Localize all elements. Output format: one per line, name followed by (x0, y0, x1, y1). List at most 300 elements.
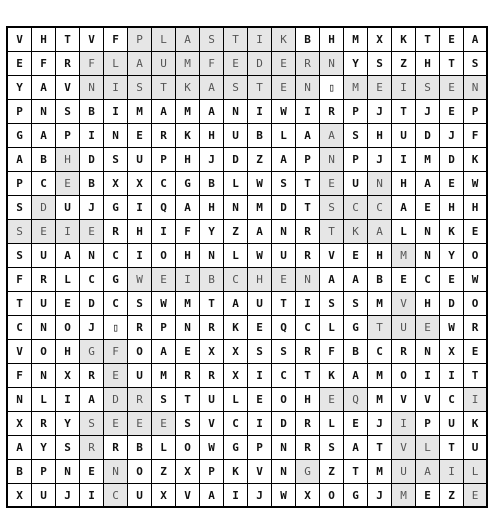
grid-cell[interactable]: P (416, 412, 440, 436)
grid-cell[interactable]: D (224, 148, 248, 172)
grid-cell[interactable]: N (104, 124, 128, 148)
grid-cell[interactable]: H (368, 124, 392, 148)
grid-cell[interactable]: A (416, 460, 440, 484)
grid-cell[interactable]: S (272, 340, 296, 364)
grid-cell[interactable]: U (248, 292, 272, 316)
grid-cell[interactable]: R (296, 340, 320, 364)
grid-cell[interactable]: J (200, 148, 224, 172)
grid-cell[interactable]: S (152, 388, 176, 412)
grid-cell[interactable]: U (128, 148, 152, 172)
grid-cell[interactable]: M (176, 292, 200, 316)
grid-cell[interactable]: W (248, 244, 272, 268)
grid-cell[interactable]: E (344, 244, 368, 268)
grid-cell[interactable]: A (152, 340, 176, 364)
grid-cell[interactable]: X (200, 340, 224, 364)
grid-cell[interactable]: N (104, 460, 128, 484)
grid-cell[interactable]: Y (56, 412, 80, 436)
grid-cell[interactable]: N (416, 220, 440, 244)
grid-cell[interactable]: R (128, 388, 152, 412)
grid-cell[interactable]: T (464, 364, 488, 388)
grid-cell[interactable]: ▯ (104, 316, 128, 340)
grid-cell[interactable]: I (104, 76, 128, 100)
grid-cell[interactable]: O (464, 292, 488, 316)
grid-cell[interactable]: T (176, 388, 200, 412)
grid-cell[interactable]: D (440, 292, 464, 316)
grid-cell[interactable]: G (104, 196, 128, 220)
grid-cell[interactable]: Z (440, 484, 464, 508)
grid-cell[interactable]: L (416, 436, 440, 460)
grid-cell[interactable]: P (344, 148, 368, 172)
grid-cell[interactable]: S (56, 436, 80, 460)
grid-cell[interactable]: ▯ (320, 76, 344, 100)
grid-cell[interactable]: I (416, 364, 440, 388)
grid-cell[interactable]: H (296, 388, 320, 412)
grid-cell[interactable]: A (368, 220, 392, 244)
grid-cell[interactable]: R (104, 220, 128, 244)
grid-cell[interactable]: Y (344, 52, 368, 76)
grid-cell[interactable]: E (80, 220, 104, 244)
grid-cell[interactable]: P (200, 460, 224, 484)
grid-cell[interactable]: C (416, 268, 440, 292)
grid-cell[interactable]: U (32, 244, 56, 268)
grid-cell[interactable]: L (224, 172, 248, 196)
grid-cell[interactable]: R (152, 124, 176, 148)
grid-cell[interactable]: G (104, 268, 128, 292)
grid-cell[interactable]: W (440, 316, 464, 340)
grid-cell[interactable]: R (296, 52, 320, 76)
grid-cell[interactable]: E (368, 76, 392, 100)
grid-cell[interactable]: E (320, 388, 344, 412)
grid-cell[interactable]: S (368, 52, 392, 76)
grid-cell[interactable]: S (320, 292, 344, 316)
grid-cell[interactable]: A (152, 100, 176, 124)
grid-cell[interactable]: H (416, 52, 440, 76)
grid-cell[interactable]: I (56, 220, 80, 244)
grid-cell[interactable]: H (368, 244, 392, 268)
grid-cell[interactable]: U (32, 484, 56, 508)
grid-cell[interactable]: T (56, 28, 80, 52)
grid-cell[interactable]: I (392, 412, 416, 436)
grid-cell[interactable]: C (104, 484, 128, 508)
grid-cell[interactable]: W (272, 100, 296, 124)
grid-cell[interactable]: S (416, 76, 440, 100)
grid-cell[interactable]: E (104, 364, 128, 388)
grid-cell[interactable]: F (464, 124, 488, 148)
grid-cell[interactable]: P (464, 100, 488, 124)
grid-cell[interactable]: U (392, 124, 416, 148)
grid-cell[interactable]: N (464, 76, 488, 100)
grid-cell[interactable]: A (248, 220, 272, 244)
grid-cell[interactable]: D (104, 388, 128, 412)
grid-cell[interactable]: H (320, 28, 344, 52)
grid-cell[interactable]: R (128, 316, 152, 340)
grid-cell[interactable]: I (392, 148, 416, 172)
grid-cell[interactable]: H (440, 196, 464, 220)
grid-cell[interactable]: B (80, 100, 104, 124)
grid-cell[interactable]: N (296, 268, 320, 292)
grid-cell[interactable]: Q (344, 388, 368, 412)
grid-cell[interactable]: C (8, 316, 32, 340)
grid-cell[interactable]: N (32, 100, 56, 124)
grid-cell[interactable]: A (8, 436, 32, 460)
grid-cell[interactable]: A (320, 124, 344, 148)
grid-cell[interactable]: H (176, 244, 200, 268)
grid-cell[interactable]: C (32, 172, 56, 196)
grid-cell[interactable]: U (392, 316, 416, 340)
grid-cell[interactable]: D (416, 124, 440, 148)
grid-cell[interactable]: D (248, 52, 272, 76)
grid-cell[interactable]: G (344, 484, 368, 508)
grid-cell[interactable]: B (368, 268, 392, 292)
grid-cell[interactable]: N (176, 316, 200, 340)
grid-cell[interactable]: T (152, 76, 176, 100)
grid-cell[interactable]: S (248, 340, 272, 364)
grid-cell[interactable]: S (8, 196, 32, 220)
grid-cell[interactable]: R (296, 436, 320, 460)
grid-cell[interactable]: U (200, 388, 224, 412)
grid-cell[interactable]: J (80, 196, 104, 220)
grid-cell[interactable]: T (296, 364, 320, 388)
grid-cell[interactable]: O (272, 388, 296, 412)
grid-cell[interactable]: E (56, 172, 80, 196)
grid-cell[interactable]: E (248, 316, 272, 340)
grid-cell[interactable]: A (344, 268, 368, 292)
grid-cell[interactable]: A (200, 76, 224, 100)
grid-cell[interactable]: N (80, 76, 104, 100)
grid-cell[interactable]: A (80, 388, 104, 412)
grid-cell[interactable]: U (32, 292, 56, 316)
grid-cell[interactable]: C (80, 268, 104, 292)
grid-cell[interactable]: O (32, 340, 56, 364)
grid-cell[interactable]: E (128, 412, 152, 436)
grid-cell[interactable]: P (344, 100, 368, 124)
grid-cell[interactable]: O (128, 460, 152, 484)
grid-cell[interactable]: I (176, 268, 200, 292)
grid-cell[interactable]: N (272, 436, 296, 460)
grid-cell[interactable]: U (152, 52, 176, 76)
grid-cell[interactable]: I (80, 124, 104, 148)
grid-cell[interactable]: D (272, 196, 296, 220)
grid-cell[interactable]: I (56, 388, 80, 412)
grid-cell[interactable]: N (368, 172, 392, 196)
grid-cell[interactable]: S (80, 412, 104, 436)
grid-cell[interactable]: E (440, 172, 464, 196)
grid-cell[interactable]: S (56, 100, 80, 124)
grid-cell[interactable]: W (464, 268, 488, 292)
grid-cell[interactable]: C (224, 412, 248, 436)
grid-cell[interactable]: X (8, 484, 32, 508)
grid-cell[interactable]: T (296, 196, 320, 220)
grid-cell[interactable]: M (416, 148, 440, 172)
grid-cell[interactable]: N (224, 196, 248, 220)
grid-cell[interactable]: A (224, 292, 248, 316)
grid-cell[interactable]: H (248, 268, 272, 292)
grid-cell[interactable]: V (80, 28, 104, 52)
grid-cell[interactable]: C (104, 244, 128, 268)
grid-cell[interactable]: H (56, 340, 80, 364)
grid-cell[interactable]: F (200, 52, 224, 76)
grid-cell[interactable]: E (152, 412, 176, 436)
grid-cell[interactable]: E (32, 220, 56, 244)
grid-cell[interactable]: E (272, 76, 296, 100)
grid-cell[interactable]: P (152, 316, 176, 340)
grid-cell[interactable]: C (296, 316, 320, 340)
grid-cell[interactable]: R (80, 364, 104, 388)
grid-cell[interactable]: E (272, 52, 296, 76)
grid-cell[interactable]: K (224, 316, 248, 340)
grid-cell[interactable]: H (200, 196, 224, 220)
grid-cell[interactable]: U (128, 484, 152, 508)
grid-cell[interactable]: Z (392, 52, 416, 76)
grid-cell[interactable]: L (320, 316, 344, 340)
grid-cell[interactable]: P (8, 100, 32, 124)
grid-cell[interactable]: I (104, 100, 128, 124)
grid-cell[interactable]: V (320, 244, 344, 268)
grid-cell[interactable]: A (272, 148, 296, 172)
grid-cell[interactable]: B (128, 436, 152, 460)
grid-cell[interactable]: I (296, 100, 320, 124)
grid-cell[interactable]: C (344, 196, 368, 220)
grid-cell[interactable]: X (440, 340, 464, 364)
grid-cell[interactable]: L (224, 388, 248, 412)
grid-cell[interactable]: Q (152, 196, 176, 220)
grid-cell[interactable]: H (176, 148, 200, 172)
grid-cell[interactable]: F (32, 52, 56, 76)
grid-cell[interactable]: R (56, 52, 80, 76)
grid-cell[interactable]: O (152, 244, 176, 268)
grid-cell[interactable]: N (32, 364, 56, 388)
grid-cell[interactable]: E (440, 76, 464, 100)
grid-cell[interactable]: N (416, 340, 440, 364)
grid-cell[interactable]: E (440, 268, 464, 292)
grid-cell[interactable]: Z (152, 460, 176, 484)
grid-cell[interactable]: S (320, 436, 344, 460)
grid-cell[interactable]: I (248, 412, 272, 436)
grid-cell[interactable]: A (56, 244, 80, 268)
grid-cell[interactable]: D (80, 148, 104, 172)
grid-cell[interactable]: I (248, 28, 272, 52)
grid-cell[interactable]: R (296, 220, 320, 244)
grid-cell[interactable]: M (344, 28, 368, 52)
grid-cell[interactable]: E (464, 484, 488, 508)
grid-cell[interactable]: S (128, 292, 152, 316)
grid-cell[interactable]: K (224, 460, 248, 484)
grid-cell[interactable]: T (200, 292, 224, 316)
grid-cell[interactable]: R (296, 244, 320, 268)
grid-cell[interactable]: R (104, 436, 128, 460)
grid-cell[interactable]: E (224, 52, 248, 76)
grid-cell[interactable]: C (224, 268, 248, 292)
grid-cell[interactable]: X (224, 340, 248, 364)
grid-cell[interactable]: Z (248, 148, 272, 172)
grid-cell[interactable]: R (200, 364, 224, 388)
grid-cell[interactable]: R (176, 364, 200, 388)
grid-cell[interactable]: Y (440, 244, 464, 268)
grid-cell[interactable]: U (440, 412, 464, 436)
grid-cell[interactable]: X (296, 484, 320, 508)
grid-cell[interactable]: F (8, 268, 32, 292)
grid-cell[interactable]: A (176, 28, 200, 52)
grid-cell[interactable]: I (128, 196, 152, 220)
grid-cell[interactable]: J (56, 484, 80, 508)
grid-cell[interactable]: N (224, 100, 248, 124)
grid-cell[interactable]: A (32, 76, 56, 100)
grid-cell[interactable]: S (272, 172, 296, 196)
grid-cell[interactable]: W (248, 172, 272, 196)
grid-cell[interactable]: E (248, 388, 272, 412)
grid-cell[interactable]: C (272, 364, 296, 388)
grid-cell[interactable]: T (8, 292, 32, 316)
grid-cell[interactable]: I (248, 100, 272, 124)
grid-cell[interactable]: E (152, 268, 176, 292)
grid-cell[interactable]: R (296, 412, 320, 436)
grid-cell[interactable]: A (344, 364, 368, 388)
grid-cell[interactable]: L (152, 28, 176, 52)
grid-cell[interactable]: K (464, 412, 488, 436)
grid-cell[interactable]: V (416, 388, 440, 412)
grid-cell[interactable]: T (440, 436, 464, 460)
grid-cell[interactable]: M (176, 52, 200, 76)
grid-cell[interactable]: K (464, 148, 488, 172)
grid-cell[interactable]: T (224, 28, 248, 52)
grid-cell[interactable]: T (296, 172, 320, 196)
grid-cell[interactable]: A (32, 124, 56, 148)
grid-cell[interactable]: L (104, 52, 128, 76)
grid-cell[interactable]: M (392, 484, 416, 508)
grid-cell[interactable]: H (32, 28, 56, 52)
grid-cell[interactable]: C (440, 388, 464, 412)
grid-cell[interactable]: E (416, 484, 440, 508)
grid-cell[interactable]: X (8, 412, 32, 436)
grid-cell[interactable]: K (344, 220, 368, 244)
grid-cell[interactable]: C (152, 172, 176, 196)
grid-cell[interactable]: F (104, 340, 128, 364)
grid-cell[interactable]: P (32, 460, 56, 484)
grid-cell[interactable]: W (128, 268, 152, 292)
grid-cell[interactable]: J (80, 316, 104, 340)
grid-cell[interactable]: R (464, 316, 488, 340)
grid-cell[interactable]: W (152, 292, 176, 316)
grid-cell[interactable]: V (248, 460, 272, 484)
grid-cell[interactable]: L (152, 436, 176, 460)
grid-cell[interactable]: X (224, 364, 248, 388)
grid-cell[interactable]: U (392, 460, 416, 484)
grid-cell[interactable]: I (248, 364, 272, 388)
grid-cell[interactable]: S (224, 76, 248, 100)
grid-cell[interactable]: Z (320, 460, 344, 484)
grid-cell[interactable]: E (272, 268, 296, 292)
grid-cell[interactable]: T (392, 100, 416, 124)
grid-cell[interactable]: X (104, 172, 128, 196)
grid-cell[interactable]: O (128, 340, 152, 364)
grid-cell[interactable]: M (344, 76, 368, 100)
grid-cell[interactable]: M (368, 364, 392, 388)
grid-cell[interactable]: E (80, 460, 104, 484)
grid-cell[interactable]: P (128, 28, 152, 52)
grid-cell[interactable]: E (104, 412, 128, 436)
grid-cell[interactable]: N (272, 220, 296, 244)
grid-cell[interactable]: C (368, 340, 392, 364)
grid-cell[interactable]: T (248, 76, 272, 100)
grid-cell[interactable]: X (56, 364, 80, 388)
grid-cell[interactable]: N (296, 76, 320, 100)
grid-cell[interactable]: J (248, 484, 272, 508)
grid-cell[interactable]: I (392, 76, 416, 100)
grid-cell[interactable]: G (344, 316, 368, 340)
grid-cell[interactable]: R (32, 268, 56, 292)
grid-cell[interactable]: U (128, 364, 152, 388)
grid-cell[interactable]: M (176, 100, 200, 124)
grid-cell[interactable]: J (440, 124, 464, 148)
grid-cell[interactable]: T (344, 460, 368, 484)
grid-cell[interactable]: I (296, 292, 320, 316)
grid-cell[interactable]: H (56, 148, 80, 172)
grid-cell[interactable]: A (200, 100, 224, 124)
grid-cell[interactable]: V (200, 412, 224, 436)
grid-cell[interactable]: N (8, 388, 32, 412)
grid-cell[interactable]: W (272, 484, 296, 508)
grid-cell[interactable]: S (8, 244, 32, 268)
grid-cell[interactable]: T (368, 316, 392, 340)
grid-cell[interactable]: Z (224, 220, 248, 244)
grid-cell[interactable]: I (152, 220, 176, 244)
grid-cell[interactable]: M (128, 100, 152, 124)
grid-cell[interactable]: T (320, 220, 344, 244)
grid-cell[interactable]: P (248, 436, 272, 460)
grid-cell[interactable]: I (464, 388, 488, 412)
grid-cell[interactable]: L (392, 220, 416, 244)
grid-cell[interactable]: A (8, 148, 32, 172)
grid-cell[interactable]: E (344, 412, 368, 436)
grid-cell[interactable]: Y (200, 220, 224, 244)
grid-cell[interactable]: R (320, 100, 344, 124)
grid-cell[interactable]: Y (8, 76, 32, 100)
grid-cell[interactable]: V (8, 28, 32, 52)
grid-cell[interactable]: T (272, 292, 296, 316)
grid-cell[interactable]: B (296, 28, 320, 52)
grid-cell[interactable]: V (392, 388, 416, 412)
grid-cell[interactable]: N (56, 460, 80, 484)
grid-cell[interactable]: O (320, 484, 344, 508)
grid-cell[interactable]: K (440, 220, 464, 244)
grid-cell[interactable]: L (56, 268, 80, 292)
grid-cell[interactable]: E (416, 196, 440, 220)
grid-cell[interactable]: G (296, 460, 320, 484)
grid-cell[interactable]: M (392, 244, 416, 268)
grid-cell[interactable]: E (320, 172, 344, 196)
grid-cell[interactable]: S (320, 196, 344, 220)
grid-cell[interactable]: J (416, 100, 440, 124)
grid-cell[interactable]: A (344, 436, 368, 460)
grid-cell[interactable]: B (200, 268, 224, 292)
grid-cell[interactable]: N (416, 244, 440, 268)
grid-cell[interactable]: S (8, 220, 32, 244)
grid-cell[interactable]: I (440, 364, 464, 388)
grid-cell[interactable]: N (320, 148, 344, 172)
grid-cell[interactable]: A (128, 52, 152, 76)
grid-cell[interactable]: S (344, 124, 368, 148)
grid-cell[interactable]: A (296, 124, 320, 148)
grid-cell[interactable]: L (464, 460, 488, 484)
grid-cell[interactable]: B (248, 124, 272, 148)
grid-cell[interactable]: S (344, 292, 368, 316)
grid-cell[interactable]: Y (32, 436, 56, 460)
grid-cell[interactable]: L (272, 124, 296, 148)
grid-cell[interactable]: D (80, 292, 104, 316)
grid-cell[interactable]: E (464, 340, 488, 364)
grid-cell[interactable]: H (416, 292, 440, 316)
grid-cell[interactable]: U (224, 124, 248, 148)
